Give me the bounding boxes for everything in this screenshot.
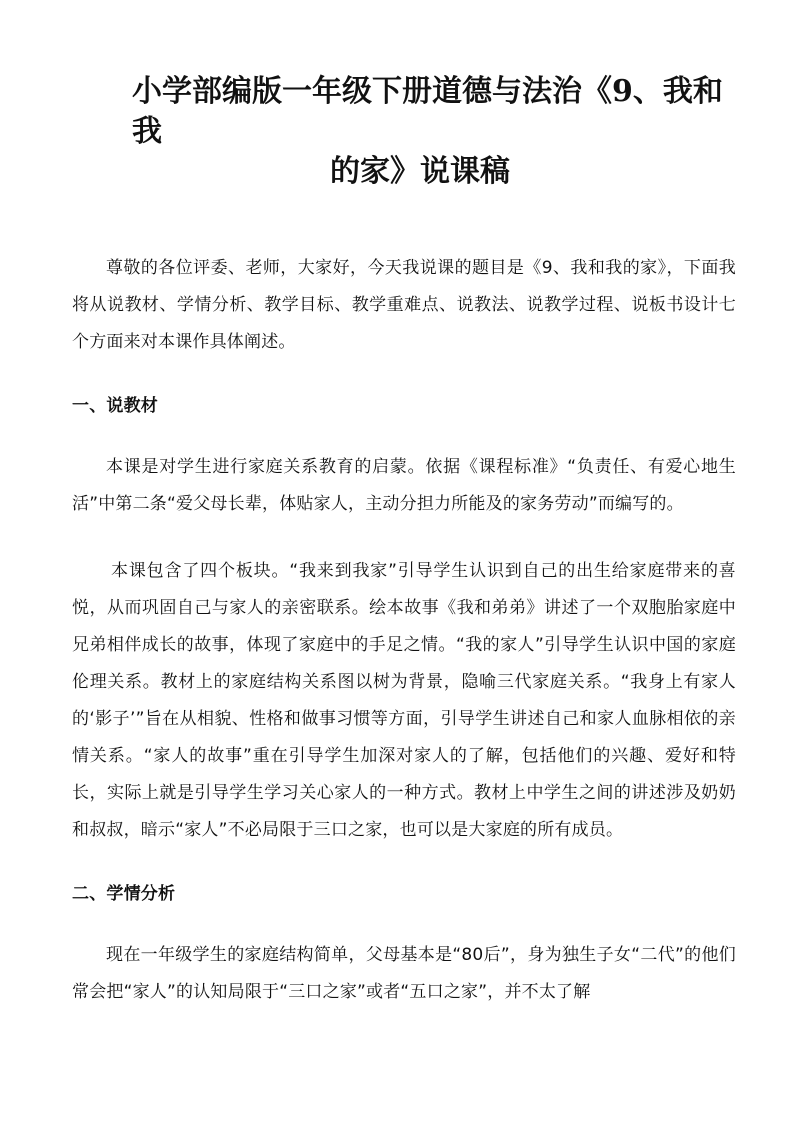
title-line-1: 小学部编版一年级下册道德与法治《9、我和我 — [132, 74, 723, 149]
section-heading-student-analysis: 二、学情分析 — [72, 884, 176, 904]
textbook-paragraph-2: 本课包含了四个板块。“我来到我家”引导学生认识到自己的出生给家庭带来的喜悦，从而巩固自己与家人的亲密联系。绘本故事《我和弟弟》讲述了一个双胞胎家庭中兄弟相伴成长的故事，体现了家庭中的手足之情。“我的家人”引导学生认识中国的家庭伦理关系。教材上的家庭结构关系图以树为背景，隐喻三代家庭关系。“我身上有家人的‘影子’”旨在从相貌、性格和做事习惯等方面，引导学生讲述自己和家人血脉相依的亲情关系。“家人的故事”重在引导学生加深对家人的了解，包括他们的兴趣、爱好和特长，实际上就是引导学生学习关心家人的一种方式。教材上中学生之间的讲述涉及奶奶和叔叔，暗示“家人”不必局限于三口之家，也可以是大家庭的所有成员。 — [72, 561, 736, 840]
title-line-2: 的家》说课稿 — [330, 154, 510, 189]
intro-paragraph: 尊敬的各位评委、老师，大家好，今天我说课的题目是《9、我和我的家》，下面我将从说教材、学情分析、教学目标、教学重难点、说教法、说教学过程、说板书设计七个方面来对本课作具体阐述。 — [72, 258, 736, 352]
page-title — [104, 72, 736, 192]
student-analysis-paragraph-1: 现在一年级学生的家庭结构简单，父母基本是“80后”，身为独生子女“二代”的他们常会把“家人”的认知局限于“三口之家”或者“五口之家”，并不太了解 — [72, 945, 736, 1002]
textbook-paragraph-1: 本课是对学生进行家庭关系教育的启蒙。依据《课程标准》“负责任、有爱心地生活”中第二条“爱父母长辈，体贴家人，主动分担力所能及的家务劳动”而编写的。 — [72, 457, 736, 514]
document-body — [72, 250, 736, 1011]
section-heading-textbook: 一、说教材 — [72, 396, 158, 416]
